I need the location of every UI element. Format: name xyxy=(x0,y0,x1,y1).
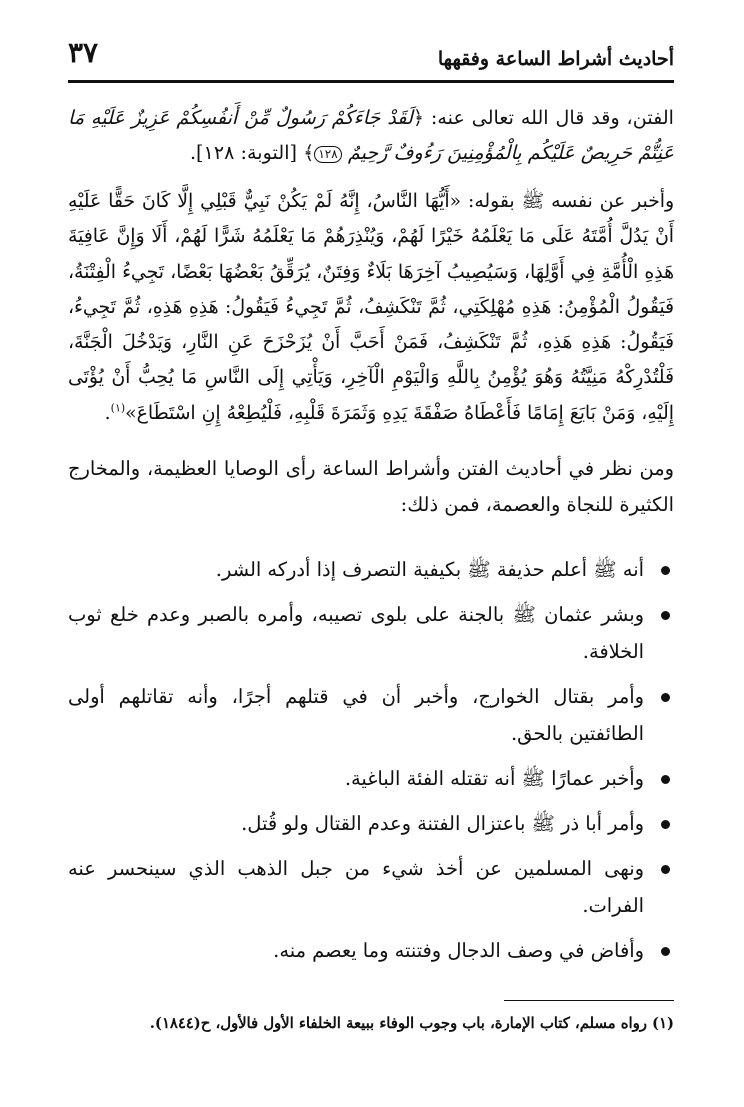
intro-lead: الفتن، وقد قال الله تعالى عنه: xyxy=(424,106,675,129)
list-item xyxy=(68,678,674,752)
list-item-text: أنه ﷺ أعلم حذيفة ﷺ بكيفية التصرف إذا أدركه الشر. xyxy=(215,558,644,582)
list-item xyxy=(68,805,674,842)
verse-open-bracket: ﴿ xyxy=(412,106,425,129)
hadith-end: . xyxy=(104,402,111,424)
header-rule xyxy=(68,80,674,83)
page-number: ٣٧ xyxy=(68,36,99,69)
bullet-list xyxy=(68,551,674,969)
list-item-text: وبشر عثمان ﷺ بالجنة على بلوى تصيبه، وأمره بالصبر وعدم خلع ثوب الخلافة. xyxy=(68,603,644,664)
hadith-paragraph xyxy=(68,184,674,431)
list-item xyxy=(68,932,674,969)
list-item-text: وأمر أبا ذر ﷺ باعتزال الفتنة وعدم القتال ولو قُتل. xyxy=(241,812,644,836)
hadith-close-quote: » xyxy=(125,402,137,424)
bullet-icon xyxy=(661,693,670,702)
running-title: أحاديث أشراط الساعة وفقهها xyxy=(437,48,674,70)
list-item-text: ونهى المسلمين عن أخذ شيء من جبل الذهب الذي سينحسر عنه الفرات. xyxy=(68,857,644,918)
bullet-icon xyxy=(661,566,670,575)
verse-close-bracket: ﴾ xyxy=(303,141,315,164)
footnote-rule xyxy=(504,1000,674,1001)
footnote: (١) رواه مسلم، كتاب الإمارة، باب وجوب الوفاء ببيعة الخلفاء الأول فالأول، ح(١٨٤٤). xyxy=(149,1015,674,1032)
hadith-lead: وأخبر عن نفسه ﷺ بقوله: « xyxy=(449,191,675,212)
footnote-marker: (١) xyxy=(110,401,126,415)
bullet-icon xyxy=(661,865,670,874)
list-item xyxy=(68,850,674,924)
list-item xyxy=(68,596,674,670)
list-item xyxy=(68,760,674,797)
list-item xyxy=(68,551,674,588)
bullet-icon xyxy=(661,775,670,784)
running-header xyxy=(68,32,674,86)
bullet-icon xyxy=(661,947,670,956)
verse-citation: [التوبة: ١٢٨]. xyxy=(189,141,304,164)
hadith-text: أَيُّهَا النَّاسُ، إِنَّهُ لَمْ يَكُنْ نَبِيٌّ قَبْلِي إِلَّا كَانَ حَقًّا عَلَيْهِ أَنْ يَدُلَّ أُمَّتَهُ عَلَى مَا يَعْلَمُهُ خَيْرًا لَهُمْ، وَيُنْذِرَهُمْ مَا يَعْلَمُهُ شَرًّا لَهُمْ، أَلَا وَإِنَّ عَافِيَةَ هَذِهِ الْأُمَّةِ فِي أَوَّلِهَا، وَسَيُصِيبُ آخِرَهَا بَلَاءٌ وَفِتَنٌ، يُرَقِّقُ بَعْضُهَا بَعْضًا، تَجِيءُ الْفِتْنَةُ، فَيَقُولُ الْمُؤْمِنُ: هَذِهِ مُهْلِكَتِي، ثُمَّ تَنْكَشِفُ، ثُمَّ تَجِيءُ فَيَقُولُ: هَذِهِ هَذِهِ، ثُمَّ تَجِيءُ، فَيَقُولُ: هَذِهِ هَذِهِ، ثُمَّ تَنْكَشِفُ، فَمَنْ أَحَبَّ أَنْ يُزَحْزَحَ عَنِ النَّارِ، وَيَدْخُلَ الْجَنَّةَ، فَلْتُدْرِكْهُ مَنِيَّتُهُ وَهُوَ يُؤْمِنُ بِاللَّهِ وَالْيَوْمِ الْآخِرِ، وَيَأْتِي إِلَى النَّاسِ مَا يُحِبُّ أَنْ يُؤْتَى إِلَيْهِ، وَمَنْ بَايَعَ إِمَامًا فَأَعْطَاهُ صَفْقَةَ يَدِهِ وَثَمَرَةَ قَلْبِهِ، فَلْيُطِعْهُ إِنِ اسْتَطَاعَ xyxy=(68,191,674,424)
list-item-text: وأفاض في وصف الدجال وفتنته وما يعصم منه. xyxy=(273,939,644,963)
bullet-icon xyxy=(661,611,670,620)
page-body xyxy=(68,100,674,977)
bullet-icon xyxy=(661,820,670,829)
list-item-text: وأمر بقتال الخوارج، وأخبر أن في قتلهم أجرًا، وأنه تقاتلهم أولى الطائفتين بالحق. xyxy=(68,685,644,746)
intro-paragraph xyxy=(68,100,674,170)
quran-verse: لَقَدْ جَاءَكُمْ رَسُولٌ مِّنْ أَنفُسِكُمْ عَزِيزٌ عَلَيْهِ مَا عَنِتُّمْ حَرِيصٌ عَلَيْكُم بِالْمُؤْمِنِينَ رَءُوفٌ رَّحِيمٌ xyxy=(68,106,674,164)
list-item-text: وأخبر عمارًا ﷺ أنه تقتله الفئة الباغية. xyxy=(344,767,644,791)
ayah-number-marker: ١٢٨ xyxy=(314,146,341,163)
summary-paragraph: ومن نظر في أحاديث الفتن وأشراط الساعة رأى الوصايا العظيمة، والمخارج الكثيرة للنجاة والعصمة، فمن ذلك: xyxy=(68,457,674,517)
